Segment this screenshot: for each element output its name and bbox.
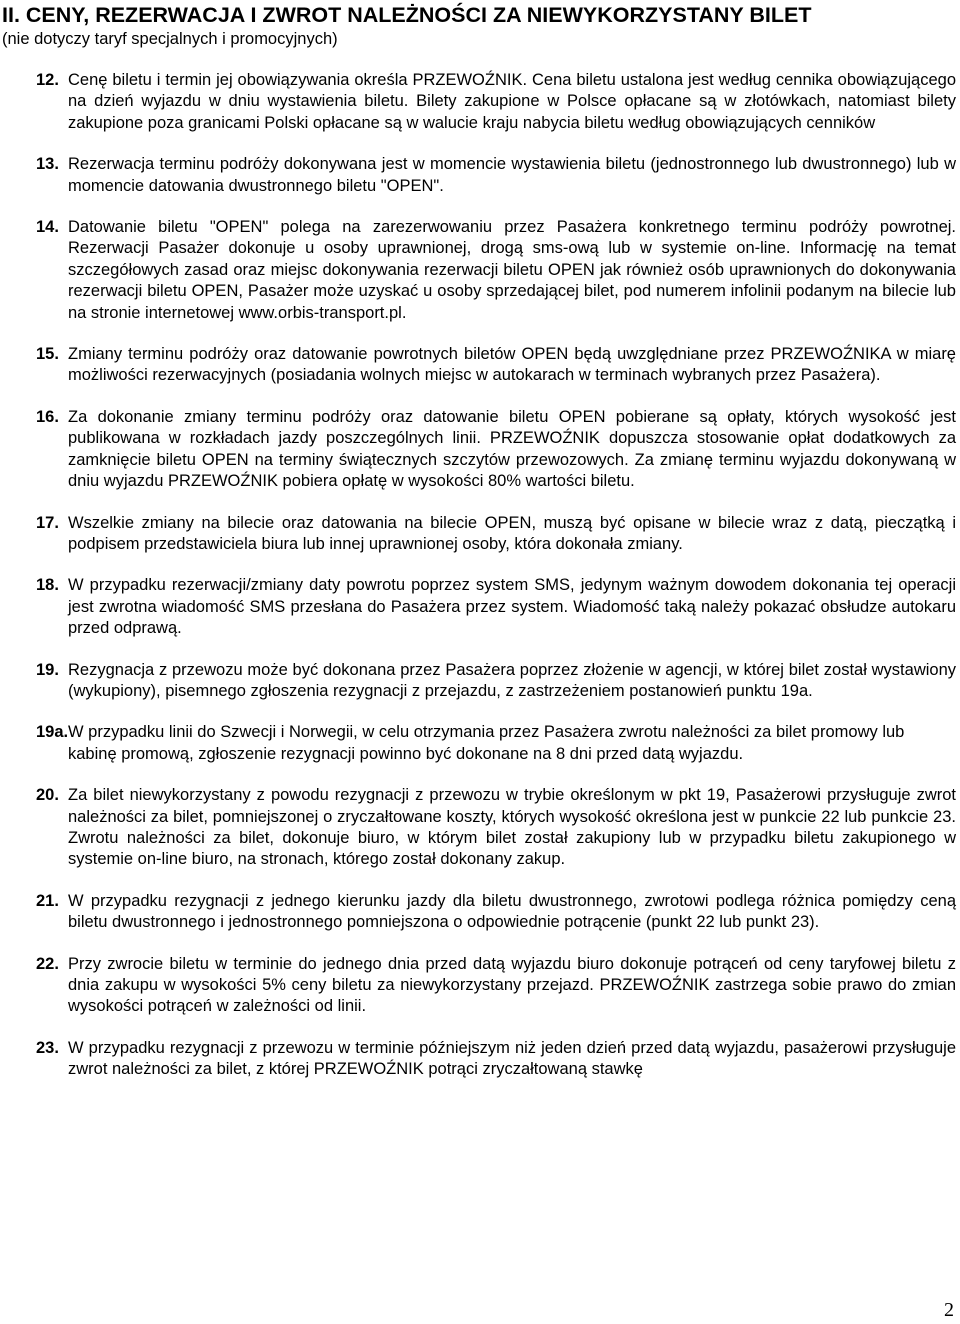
paragraph-number: 15.: [36, 345, 59, 364]
paragraph-text: Wszelkie zmiany na bilecie oraz datowania na bilecie OPEN, muszą być opisane w bilecie wraz z datą, pieczątką i podpisem przedstawiciela biura lub innej uprawnionej osoby, która dokonała zmiany.: [68, 513, 956, 553]
paragraph-number: 18.: [36, 576, 59, 595]
paragraph-text: Rezerwacja terminu podróży dokonywana jest w momencie wystawienia biletu (jednostronnego lub dwustronnego) lub w momencie datowania dwustronnego biletu "OPEN".: [68, 155, 956, 195]
paragraph-text: W przypadku rezerwacji/zmiany daty powrotu poprzez system SMS, jedynym ważnym dowodem dokonania tej operacji jest zwrotna wiadomość SMS przesłana do Pasażera przez system. Wiadomość taką należy pokazać obsłudze autokaru przed odprawą.: [68, 576, 956, 638]
paragraph-13: [0, 154, 956, 197]
paragraph-text: Za bilet niewykorzystany z powodu rezygnacji z przewozu w trybie określonym w pkt 19, Pasażerowi przysługuje zwrot należności za bilet, pomniejszonej o zryczałtowane koszty, których wysokość określona jest w punkcie 22 lub punkcie 23. Zwrotu należności za bilet, dokonuje biuro, w którym bilet został zakupiony lub w przypadku biletu zakupionego w systemie on-line biuro, na stronach, którego został dokonany zakup.: [68, 786, 956, 869]
paragraph-number: 12.: [36, 71, 59, 89]
paragraph-number: 17.: [36, 513, 59, 532]
paragraph-number: 21.: [36, 891, 59, 910]
paragraph-number: 19a.: [36, 723, 69, 742]
paragraph-number: 13.: [36, 155, 59, 174]
paragraph-22: [0, 954, 956, 1018]
paragraph-text: W przypadku rezygnacji z przewozu w terminie późniejszym niż jeden dzień przed datą wyjazdu, pasażerowi przysługuje zwrot należności za bilet, z której PRZEWOŹNIK potrąci zryczałtowaną stawkę: [68, 1038, 956, 1079]
paragraph-text: W przypadku rezygnacji z jednego kierunku jazdy dla biletu dwustronnego, zwrotowi podlega różnica pomiędzy ceną biletu dwustronnego i jednostronnego pomniejszona o odpowiednie potrącenie (punkt 22 lub punkt 23).: [68, 891, 956, 932]
paragraph-number: 16.: [36, 407, 59, 426]
paragraph-19: [0, 660, 956, 703]
paragraph-15: [0, 344, 956, 387]
section-subtitle: (nie dotyczy taryf specjalnych i promocyjnych): [2, 30, 338, 48]
page-number: 2: [944, 1299, 954, 1321]
paragraph-text: Zmiany terminu podróży oraz datowanie powrotnych biletów OPEN będą uwzględniane przez PRZEWOŹNIKA w miarę możliwości rezerwacyjnych (posiadania wolnych miejsc w autokarach w terminach wybranych przez Pasażera).: [68, 345, 956, 385]
paragraph-text: Przy zwrocie biletu w terminie do jednego dnia przed datą wyjazdu biuro dokonuje potrąceń od ceny taryfowej biletu z dnia zakupu w wysokości 5% ceny biletu za niewykorzystany przejazd. PRZEWOŹNIK zastrzega sobie prawo do zmian wysokości potrąceń w zależności od linii.: [68, 954, 956, 1016]
paragraph-text: W przypadku linii do Szwecji i Norwegii, w celu otrzymania przez Pasażera zwrotu należności za bilet promowy lub kabinę promową, zgłoszenie rezygnacji powinno być dokonane na 8 dni przed datą wyjazdu.: [68, 723, 905, 763]
paragraph-number: 20.: [36, 786, 59, 805]
paragraph-18: [0, 575, 956, 639]
section-title: II. CENY, REZERWACJA I ZWROT NALEŻNOŚCI ZA NIEWYKORZYSTANY BILET: [2, 3, 812, 27]
paragraph-number: 14.: [36, 218, 59, 237]
paragraph-21: [0, 891, 956, 934]
paragraph-16: [0, 407, 956, 493]
paragraph-12: [0, 70, 956, 134]
paragraph-list: [0, 70, 956, 1101]
paragraph-text: Cenę biletu i termin jej obowiązywania określa PRZEWOŹNIK. Cena biletu ustalona jest według cennika obowiązującego na dzień wyjazdu w dniu wystawienia biletu. Bilety zakupione w Polsce opłacane są w złotówkach, natomiast bilety zakupione poza granicami Polski opłacane są w walucie kraju nabycia biletu według obowiązujących cenników: [68, 71, 956, 132]
paragraph-19a: [0, 722, 956, 765]
paragraph-number: 23.: [36, 1038, 59, 1057]
paragraph-text: Za dokonanie zmiany terminu podróży oraz datowanie biletu OPEN pobierane są opłaty, których wysokość jest publikowana w rozkładach jazdy poszczególnych linii. PRZEWOŹNIK dopuszcza stosowanie opłat dodatkowych za zamknięcie biletu OPEN na terminy świątecznych szczytów przewozowych. Za zmianę terminu wyjazdu dokonywaną w dniu wyjazdu PRZEWOŹNIK pobiera opłatę w wysokości 80% wartości biletu.: [68, 407, 956, 491]
paragraph-number: 19.: [36, 660, 59, 679]
paragraph-17: [0, 513, 956, 556]
paragraph-20: [0, 785, 956, 871]
paragraph-text: Rezygnacja z przewozu może być dokonana przez Pasażera poprzez złożenie w agencji, w której bilet został wystawiony (wykupiony), pisemnego zgłoszenia rezygnacji z przejazdu, z zastrzeżeniem postanowień punktu 19a.: [68, 660, 956, 700]
paragraph-14: [0, 217, 956, 324]
paragraph-number: 22.: [36, 954, 59, 973]
paragraph-text: Datowanie biletu "OPEN" polega na zarezerwowaniu przez Pasażera konkretnego terminu podróży powrotnej. Rezerwacji Pasażer dokonuje u osoby uprawnionej, drogą sms-ową lub w systemie on-line. Informację na temat szczegółowych zasad oraz miejsc dokonywania rezerwacji biletu OPEN jak również osób uprawnionych do dokonywania rezerwacji biletu OPEN, Pasażer może uzyskać u osoby sprzedającej bilet, pod numerem infolinii podanym na bilecie lub na stronie internetowej www.orbis-transport.pl.: [68, 218, 956, 322]
paragraph-23: [0, 1038, 956, 1081]
